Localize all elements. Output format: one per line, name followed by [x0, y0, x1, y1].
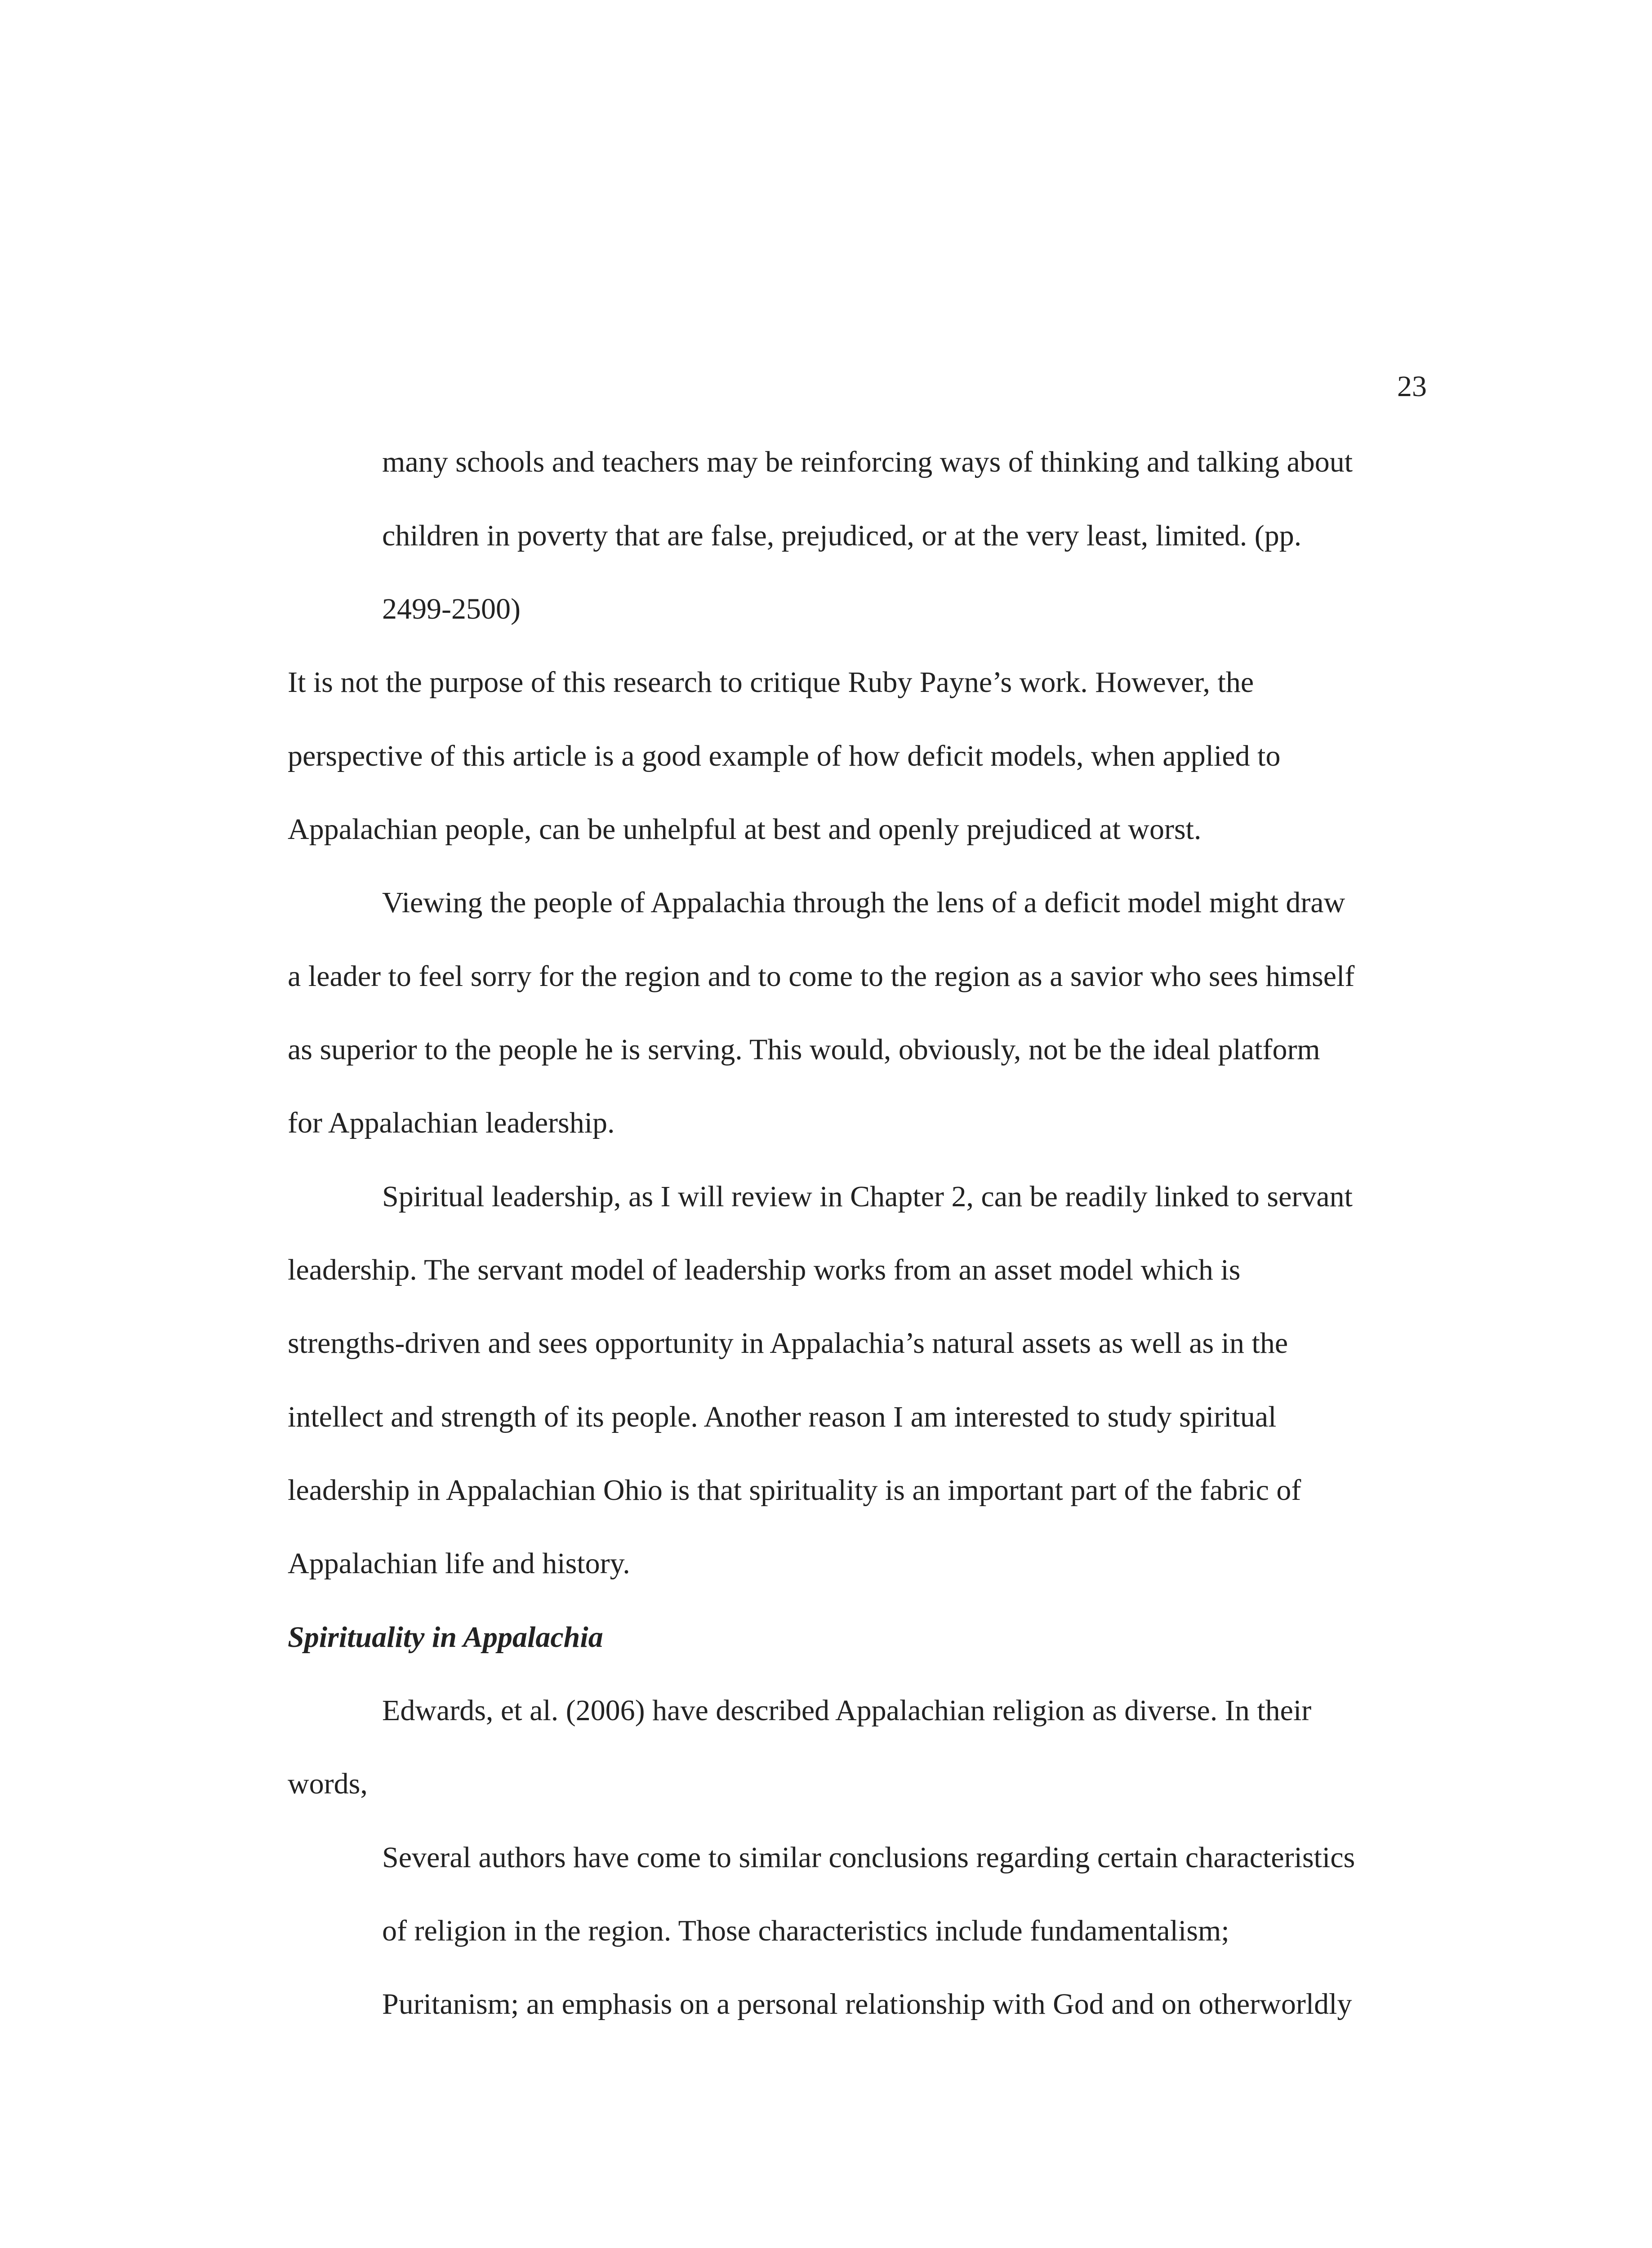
paragraph-line: Appalachian life and history.	[288, 1547, 630, 1580]
block-quote-line: many schools and teachers may be reinforcing ways of thinking and talking about	[382, 446, 1353, 478]
paragraph-line: as superior to the people he is serving. This would, obviously, not be the ideal platform	[288, 1033, 1320, 1066]
paragraph-line: intellect and strength of its people. Another reason I am interested to study spiritual	[288, 1401, 1277, 1433]
paragraph-line: for Appalachian leadership.	[288, 1106, 615, 1139]
block-quote-line: children in poverty that are false, prejudiced, or at the very least, limited. (pp.	[382, 519, 1302, 552]
block-quote-line: of religion in the region. Those characteristics include fundamentalism;	[382, 1914, 1229, 1947]
paragraph-line: Spiritual leadership, as I will review in Chapter 2, can be readily linked to servant	[382, 1180, 1353, 1213]
block-quote-line: Puritanism; an emphasis on a personal relationship with God and on otherworldly	[382, 1988, 1352, 2021]
paragraph-line: Appalachian people, can be unhelpful at best and openly prejudiced at worst.	[288, 813, 1202, 846]
paragraph-line: It is not the purpose of this research to critique Ruby Payne’s work. However, the	[288, 666, 1254, 699]
paragraph-line: Viewing the people of Appalachia through the lens of a deficit model might draw	[382, 886, 1345, 919]
paragraph-line: strengths-driven and sees opportunity in Appalachia’s natural assets as well as in the	[288, 1327, 1288, 1360]
paragraph-line: a leader to feel sorry for the region and to come to the region as a savior who sees himself	[288, 960, 1355, 993]
paragraph-line: leadership. The servant model of leadership works from an asset model which is	[288, 1253, 1241, 1286]
section-heading: Spirituality in Appalachia	[288, 1621, 603, 1654]
paragraph-line: leadership in Appalachian Ohio is that spirituality is an important part of the fabric of	[288, 1474, 1301, 1507]
paragraph-line: Edwards, et al. (2006) have described Appalachian religion as diverse. In their	[382, 1694, 1312, 1727]
paragraph-line: words,	[288, 1767, 368, 1800]
block-quote-line: 2499-2500)	[382, 593, 521, 625]
block-quote-line: Several authors have come to similar conclusions regarding certain characteristics	[382, 1841, 1355, 1874]
paragraph-line: perspective of this article is a good example of how deficit models, when applied to	[288, 740, 1281, 772]
page-number: 23	[1397, 370, 1427, 403]
